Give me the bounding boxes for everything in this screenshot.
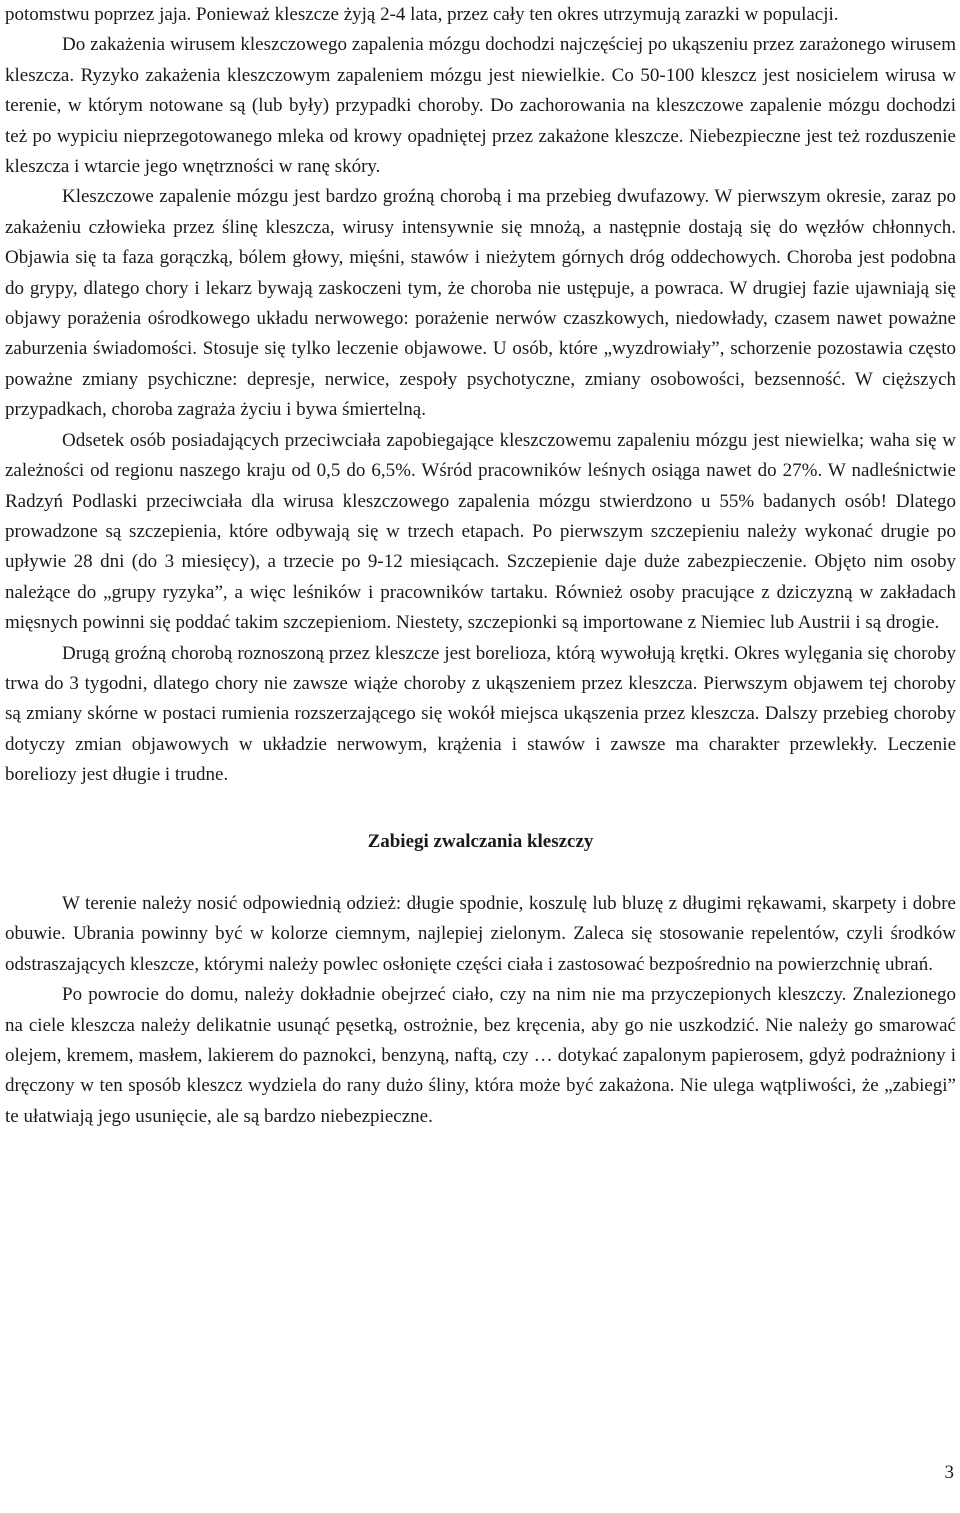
paragraph-tick-removal: Po powrocie do domu, należy dokładnie obejrzeć ciało, czy na nim nie ma przyczepionych kleszczy. Znalezionego na ciele kleszcza należy delikatnie usunąć pęsetką, ostrożnie, bez kręcenia, aby go nie uszkodzić. Nie należy go smarować olejem, kremem, masłem, lakierem do paznokci, benzyną, naftą, czy … dotykać zapalonym papierosem, gdyż podrażniony i dręczony w ten sposób kleszcz wydziela do rany dużo śliny, która może być zakażona. Nie ulega wątpliwości, że „zabiegi” te ułatwiają jego usunięcie, ale są bardzo niebezpieczne. <box>5 984 956 1127</box>
paragraph-infection: Do zakażenia wirusem kleszczowego zapalenia mózgu dochodzi najczęściej po ukąszeniu przez zarażonego wirusem kleszcza. Ryzyko zakażenia kleszczowym zapaleniem mózgu jest niewielkie. Co 50-100 kleszcz jest nosicielem wirusa w terenie, w którym notowane są (lub były) przypadki choroby. Do zachorowania na kleszczowe zapalenie mózgu dochodzi też po wypiciu nieprzegotowanego mleka od krowy opadniętej przez zakażone kleszcze. Niebezpieczne jest też rozduszenie kleszcza i wtarcie jego wnętrzności w ranę skóry. <box>5 34 956 178</box>
document-page <box>5 0 956 1132</box>
section-heading: Zabiegi zwalczania kleszczy <box>367 830 594 852</box>
page-number: 3 <box>944 1462 954 1483</box>
paragraph-antibodies: Odsetek osób posiadających przeciwciała zapobiegające kleszczowemu zapaleniu mózgu jest niewielka; waha się w zależności od regionu naszego kraju od 0,5 do 6,5%. Wśród pracowników leśnych osiąga nawet do 27%. W nadleśnictwie Radzyń Podlaski przeciwciała dla wirusa kleszczowego zapalenia mózgu stwierdzono u 55% badanych osób! Dlatego prowadzone są szczepienia, które odbywają się w trzech etapach. Po pierwszym szczepieniu należy wykonać drugie po upływie 28 dni (do 3 miesięcy), a trzecie po 9-12 miesiącach. Szczepienie daje duże zabezpieczenie. Objęto nim osoby należące do „grupy ryzyka”, a więc leśników i pracowników tartaku. Również osoby pracujące z dziczyzną w zakładach mięsnych powinni się poddać takim szczepieniom. Niestety, szczepionki są importowane z Niemiec lub Austrii i są drogie. <box>5 429 956 634</box>
paragraph-borreliosis: Drugą groźną chorobą roznoszoną przez kleszcze jest borelioza, którą wywołują krętki. Okres wylęgania się choroby trwa do 3 tygodni, dlatego chory nie zawsze wiąże choroby z ukąszeniem przez kleszcza. Pierwszym objawem tej choroby są zmiany skórne w postaci rumienia rozszerzającego się wokół miejsca ukąszenia przez kleszcza. Dalszy przebieg choroby dotyczy zmian objawowych w układzie nerwowym, krążenia i stawów i zawsze ma charakter przewlekły. Leczenie boreliozy jest długie i trudne. <box>5 642 956 786</box>
paragraph-disease-course: Kleszczowe zapalenie mózgu jest bardzo groźną chorobą i ma przebieg dwufazowy. W pierwszym okresie, zaraz po zakażeniu człowieka przez ślinę kleszcza, wirusy intensywnie się mnożą, a następnie dostają się do węzłów chłonnych. Objawia się ta faza gorączką, bólem głowy, mięśni, stawów i nieżytem górnych dróg oddechowych. Choroba jest podobna do grypy, dlatego chory i lekarz bywają zaskoczeni tym, że choroba nie ustępuje, a powraca. W drugiej fazie ujawniają się objawy porażenia ośrodkowego układu nerwowego: porażenie nerwów czaszkowych, niedowłady, czasem nawet poważne zaburzenia świadomości. Stosuje się tylko leczenie objawowe. U osób, które „wyzdrowiały”, schorzenie pozostawia często poważne zmiany psychiczne: depresje, nerwice, zespoły psychotyczne, zmiany osobowości, bezsenność. W cięższych przypadkach, choroba zagraża życiu i bywa śmiertelną. <box>5 186 956 421</box>
paragraph-continuation: potomstwu poprzez jaja. Ponieważ kleszcze żyją 2-4 lata, przez cały ten okres utrzymują zarazki w populacji. <box>5 4 839 25</box>
paragraph-clothing: W terenie należy nosić odpowiednią odzież: długie spodnie, koszulę lub bluzę z długimi rękawami, skarpety i dobre obuwie. Ubrania powinny być w kolorze ciemnym, najlepiej zielonym. Zaleca się stosowanie repelentów, czyli środków odstraszających kleszcze, którymi należy powlec osłonięte części ciała i zastosować bezpośrednio na powierzchnię ubrań. <box>5 892 956 975</box>
